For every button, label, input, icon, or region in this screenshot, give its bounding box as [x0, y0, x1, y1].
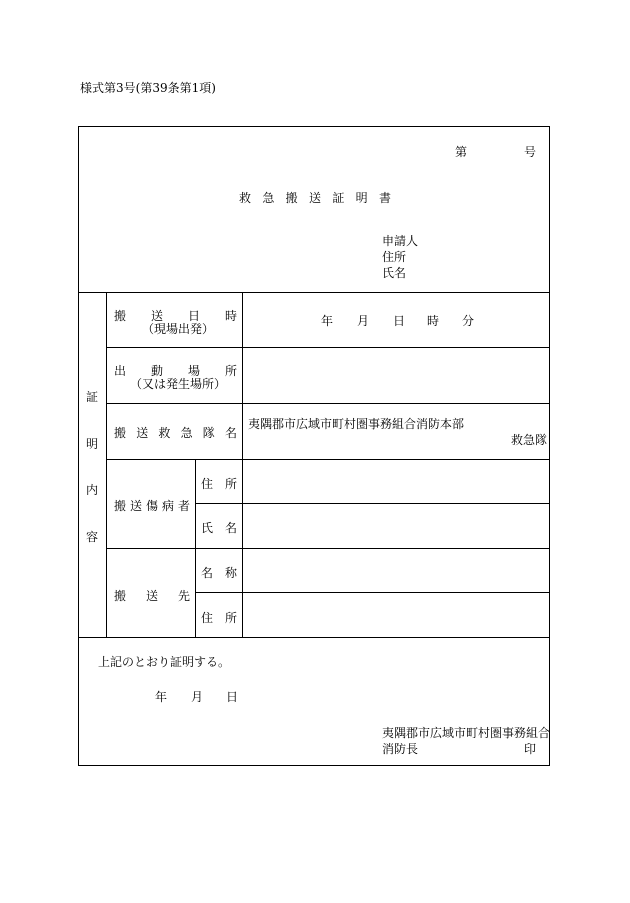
transport-datetime-sublabel: （現場出発）	[142, 322, 215, 336]
divider-row-4	[106, 548, 550, 549]
divider-sub-label	[195, 459, 196, 637]
datetime-year: 年	[321, 314, 334, 328]
patient-address-label: 住 所	[201, 477, 237, 491]
transport-datetime-label: 搬 送 日 時	[114, 309, 237, 323]
certify-text: 上記のとおり証明する。	[98, 655, 231, 669]
patient-label: 搬 送 傷 病 者	[114, 499, 190, 513]
divider-row-1	[106, 347, 550, 348]
destination-address-label: 住 所	[201, 611, 237, 625]
number-go: 号	[524, 145, 537, 159]
divider-footer	[78, 637, 550, 638]
datetime-month: 月	[357, 314, 370, 328]
applicant-address-label: 住所	[382, 250, 407, 264]
certify-year: 年	[155, 690, 168, 704]
divider-value-column	[242, 292, 243, 637]
divider-patient-split	[195, 503, 550, 504]
divider-dest-split	[195, 592, 550, 593]
issuer-title: 消防長	[382, 742, 419, 756]
divider-row-3	[106, 459, 550, 460]
datetime-hour: 時	[427, 314, 440, 328]
applicant-label: 申請人	[382, 234, 419, 248]
issuer-org: 夷隅郡市広域市町村圏事務組合	[382, 726, 551, 740]
certificate-frame	[78, 126, 550, 766]
divider-header	[78, 292, 550, 293]
dispatch-place-label: 出 動 場 所	[114, 364, 237, 378]
side-label-char: 証	[86, 390, 99, 404]
side-label-char: 明	[86, 437, 99, 451]
number-dai: 第	[455, 145, 468, 159]
applicant-name-label: 氏名	[382, 266, 407, 280]
form-number: 様式第3号(第39条第1項)	[80, 81, 216, 95]
datetime-minute: 分	[462, 314, 475, 328]
patient-name-label: 氏 名	[201, 521, 237, 535]
ambulance-unit-org: 夷隅郡市広域市町村圏事務組合消防本部	[248, 417, 465, 431]
datetime-day: 日	[393, 314, 406, 328]
seal-mark: 印	[524, 742, 537, 756]
divider-side-label	[106, 292, 107, 637]
certify-month: 月	[191, 690, 204, 704]
certify-day: 日	[226, 690, 239, 704]
ambulance-unit-label: 搬 送 救 急 隊 名	[114, 426, 237, 440]
dispatch-place-sublabel: （又は発生場所）	[130, 377, 227, 391]
destination-label: 搬 送 先	[114, 589, 190, 603]
side-label-char: 内	[86, 483, 99, 497]
side-label-char: 容	[86, 530, 99, 544]
certificate-title: 救 急 搬 送 証 明 書	[239, 191, 391, 205]
ambulance-unit-suffix: 救急隊	[511, 433, 548, 447]
destination-name-label: 名 称	[201, 566, 237, 580]
divider-row-2	[106, 403, 550, 404]
